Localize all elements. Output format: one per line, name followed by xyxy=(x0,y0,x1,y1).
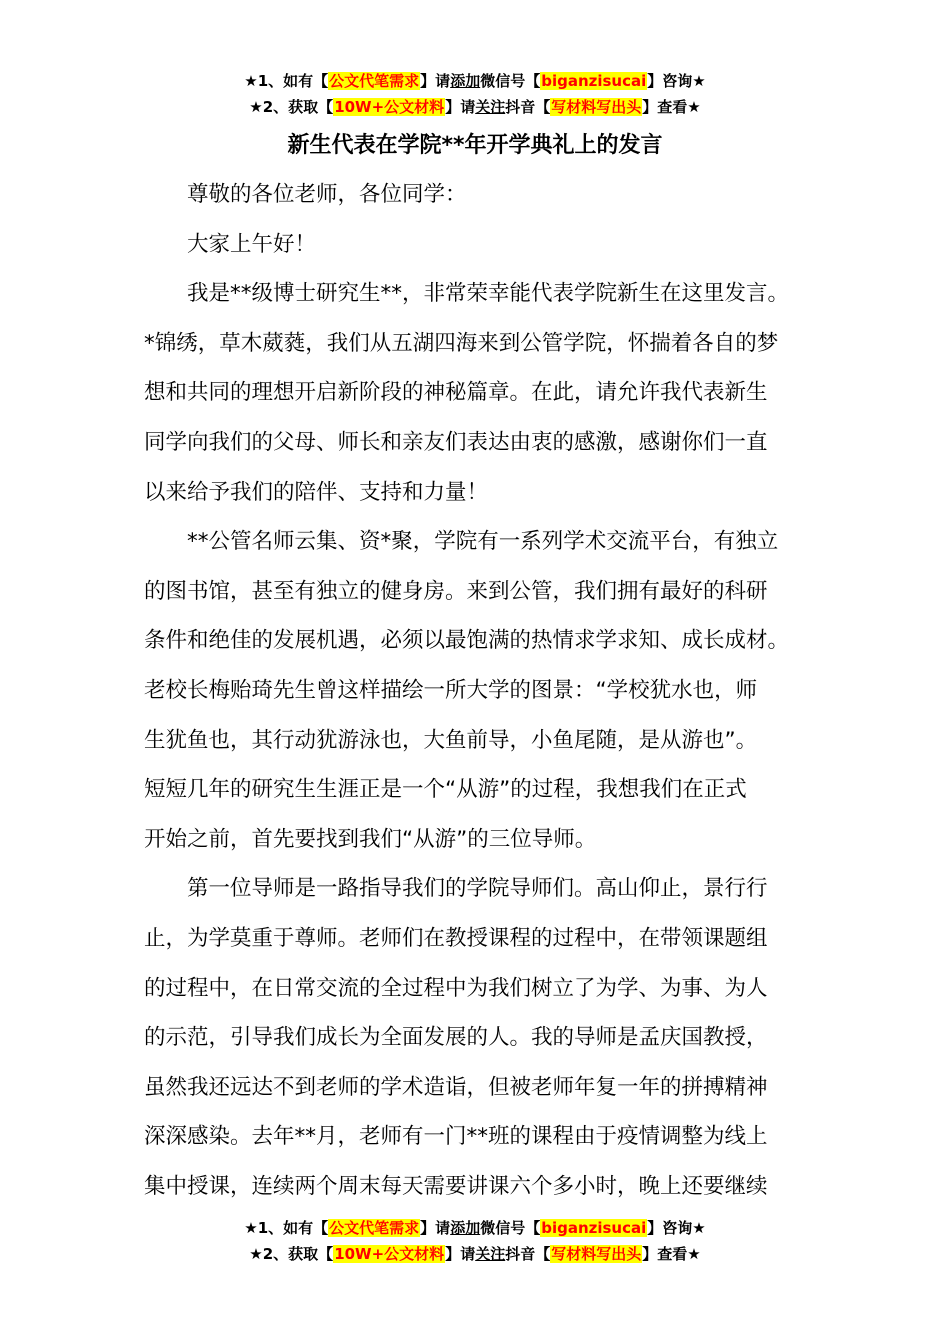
promo-banner-bottom xyxy=(0,1215,950,1267)
promo-underline: 关注 xyxy=(475,98,506,116)
promo-banner-top xyxy=(0,68,950,120)
paragraph-line: 老校长梅贻琦先生曾这样描绘一所大学的图景：“学校犹水也，师 xyxy=(144,677,758,703)
promo-line-1 xyxy=(0,68,950,94)
paragraph-line: 的过程中，在日常交流的全过程中为我们树立了为学、为事、为人 xyxy=(144,975,768,1001)
promo-text: 】请 xyxy=(445,1245,476,1263)
promo-underline: 添加 xyxy=(450,1219,481,1237)
paragraph-2 xyxy=(144,517,824,864)
paragraph-line: 的示范，引导我们成长为全面发展的人。我的导师是孟庆国教授， xyxy=(144,1025,768,1051)
paragraph-line: 止，为学莫重于尊师。老师们在教授课程的过程中，在带领课题组 xyxy=(144,925,768,951)
document-title: 新生代表在学院**年开学典礼上的发言 xyxy=(287,133,663,158)
greeting: 大家上午好！ xyxy=(187,231,317,257)
paragraph-3 xyxy=(144,864,824,1211)
promo-line-2 xyxy=(0,1241,950,1267)
paragraph-line: 虽然我还远达不到老师的学术造诣，但被老师年复一年的拼搏精神 xyxy=(144,1074,768,1100)
promo-text: 】请 xyxy=(445,98,476,116)
promo-text: 微信号【 xyxy=(480,72,541,90)
wechat-id-highlight: biganzisucai xyxy=(541,1219,647,1237)
promo-text: 】请 xyxy=(420,1219,451,1237)
promo-text: ★1、如有【 xyxy=(244,1219,329,1237)
paragraph-line: **公管名师云集、资*聚，学院有一系列学术交流平台，有独立 xyxy=(187,529,779,555)
promo-text: 】咨询★ xyxy=(647,1219,706,1237)
paragraph-line: 生犹鱼也，其行动犹游泳也，大鱼前导，小鱼尾随，是从游也”。 xyxy=(144,727,758,753)
promo-text: 抖音【 xyxy=(505,98,551,116)
paragraph-line: 短短几年的研究生生涯正是一个“从游”的过程，我想我们在正式 xyxy=(144,777,747,803)
promo-text: ★1、如有【 xyxy=(244,72,329,90)
paragraph-line: 集中授课，连续两个周末每天需要讲课六个多小时，晚上还要继续 xyxy=(144,1173,768,1199)
paragraph-line: 条件和绝佳的发展机遇，必须以最饱满的热情求学求知、成长成材。 xyxy=(144,628,790,654)
promo-highlight: 10W+公文材料 xyxy=(334,98,445,116)
paragraph-line: 第一位导师是一路指导我们的学院导师们。高山仰止，景行行 xyxy=(187,876,768,902)
paragraph-line: 深深感染。去年**月，老师有一门**班的课程由于疫情调整为线上 xyxy=(144,1124,768,1150)
document-body xyxy=(144,170,824,1211)
paragraph-line: 想和共同的理想开启新阶段的神秘篇章。在此，请允许我代表新生 xyxy=(144,380,768,406)
promo-text: 】查看★ xyxy=(642,1245,701,1263)
douyin-id-highlight: 写材料写出头 xyxy=(551,1245,642,1263)
promo-highlight: 公文代笔需求 xyxy=(329,1219,420,1237)
promo-highlight: 公文代笔需求 xyxy=(329,72,420,90)
paragraph-line: 开始之前，首先要找到我们“从游”的三位导师。 xyxy=(144,826,597,852)
promo-line-1 xyxy=(0,1215,950,1241)
paragraph-line: 同学向我们的父母、师长和亲友们表达由衷的感激，感谢你们一直 xyxy=(144,429,768,455)
paragraph-line: 以来给予我们的陪伴、支持和力量！ xyxy=(144,479,489,505)
promo-highlight: 10W+公文材料 xyxy=(334,1245,445,1263)
promo-underline: 添加 xyxy=(450,72,481,90)
promo-text: 微信号【 xyxy=(480,1219,541,1237)
promo-underline: 关注 xyxy=(475,1245,506,1263)
promo-text: ★2、获取【 xyxy=(249,1245,334,1263)
promo-line-2 xyxy=(0,94,950,120)
promo-text: ★2、获取【 xyxy=(249,98,334,116)
wechat-id-highlight: biganzisucai xyxy=(541,72,647,90)
paragraph-line: 我是**级博士研究生**，非常荣幸能代表学院新生在这里发言。 xyxy=(187,281,790,307)
paragraph-line: *锦绣，草木葳蕤，我们从五湖四海来到公管学院，怀揣着各自的梦 xyxy=(144,330,779,356)
paragraph-line: 的图书馆，甚至有独立的健身房。来到公管，我们拥有最好的科研 xyxy=(144,578,768,604)
promo-text: 】咨询★ xyxy=(647,72,706,90)
promo-text: 】请 xyxy=(420,72,451,90)
paragraph-1 xyxy=(144,269,824,517)
douyin-id-highlight: 写材料写出头 xyxy=(551,98,642,116)
salutation: 尊敬的各位老师，各位同学： xyxy=(187,182,467,207)
promo-text: 】查看★ xyxy=(642,98,701,116)
promo-text: 抖音【 xyxy=(505,1245,551,1263)
